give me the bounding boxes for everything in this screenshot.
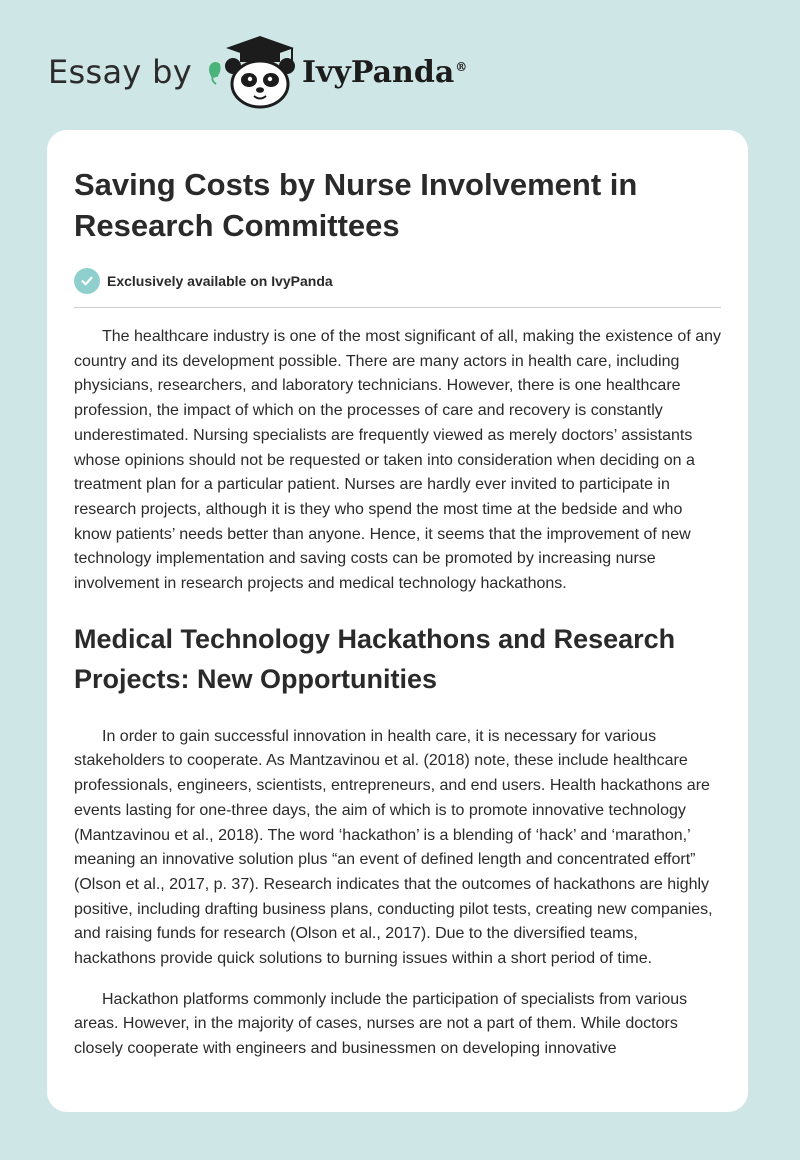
body-paragraph: Hackathon platforms commonly include the participation of specialists from various areas. However, in the majority of cases, nurses are not a part of them. While doctors closely cooperate with engineers and businessmen on developing innovative: [74, 990, 688, 1058]
essay-card: [47, 130, 748, 1112]
page-title: Saving Costs by Nurse Involvement in Research Committees: [74, 167, 638, 243]
check-circle-icon: [74, 268, 100, 294]
intro-paragraph: The healthcare industry is one of the most significant of all, making the existence of any country and its development possible. There are many actors in health care, including physicians, researchers, and laboratory technicians. However, there is one healthcare profession, the impact of which on the processes of care and recovery is constantly underestimated. Nursing specialists are frequently viewed as merely doctors’ assistants whose opinions should not be requested or taken into consideration when deciding on a treatment plan for a particular patient. Nurses are hardly ever invited to participate in research projects, although it is they who spend the most time at the bedside and who know patients’ needs better than anyone. Hence, it seems that the improvement of new technology implementation and saving costs can be promoted by increasing nurse involvement in research projects and medical technology hackathons.: [74, 328, 721, 593]
site-header-brand[interactable]: [48, 34, 467, 110]
panda-logo-icon: [206, 34, 298, 110]
exclusive-badge: [74, 268, 721, 294]
exclusive-label: Exclusively available on IvyPanda: [107, 273, 333, 289]
brand-prefix: Essay by: [48, 53, 192, 91]
divider: [74, 307, 721, 308]
section-heading: Medical Technology Hackathons and Research Projects: New Opportunities: [74, 623, 676, 694]
brand-name: IvyPanda®: [301, 54, 468, 90]
body-paragraph: In order to gain successful innovation in health care, it is necessary for various stakeholders to cooperate. As Mantzavinou et al. (2018) note, these include healthcare professionals, engineers, scientists, entrepreneurs, and end users. Health hackathons are events lasting for one-three days, the aim of which is to promote innovative technology (Mantzavinou et al., 2018). The word ‘hackathon’ is a blending of ‘hack’ and ‘marathon,’ meaning an innovative solution plus “an event of defined length and concentrated effort” (Olson et al., 2017, p. 37). Research indicates that the outcomes of hackathons are highly positive, including drafting business plans, conducting pilot tests, creating new companies, and raising funds for research (Olson et al., 2017). Due to the diversified teams, hackathons provide quick solutions to burning issues within a short period of time.: [74, 727, 713, 968]
